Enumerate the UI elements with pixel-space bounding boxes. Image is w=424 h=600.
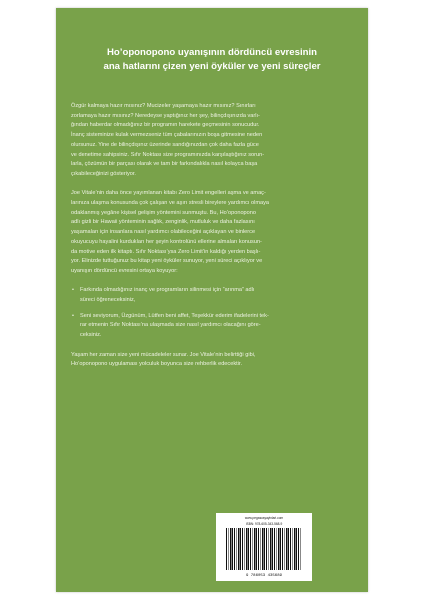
barcode-box <box>216 513 312 581</box>
text-line: İnanç sisteminize kulak vermezseniz tüm çabalarınızın boşa gitmesine neden <box>71 132 263 139</box>
cover-headline <box>68 46 356 74</box>
text-line: • Seni seviyorum, Üzgünüm, Lütfen beni affet, Teşekkür ederim ifadelerini tek- <box>80 312 269 319</box>
text-line: yaşamaları için insanlara nasıl yardımcı olabileceğini açıklayan ve binlerce <box>71 229 256 236</box>
text-line: ve denetime sahipsiniz. Sıfır Noktası size programınızda karşılaştığınız sorun- <box>71 151 265 158</box>
text-line: uyanışın dördüncü evresini ortaya koyuyor: <box>71 267 178 274</box>
text-line: rar etmenin Sıfır Noktası’na ulaşmada size nasıl yardımcı olacağını göre- <box>80 322 261 329</box>
paragraph-3 <box>71 351 353 370</box>
text-line: zorlamaya hazır mısınız? Neredeyse yaptığınız her şey, bilinçdışınızda varlı- <box>71 112 260 119</box>
text-line: ğından haberdar olmadığınız bir programın harekete geçmesinin sonucudur. <box>71 122 260 129</box>
isbn-text: ISBN: 978-605-343-568-9 <box>245 522 283 526</box>
text-line: • Farkında olmadığınız inanç ve programların silinmesi için “arınma” adlı <box>80 287 255 294</box>
text-line: Özgür kalmaya hazır mısınız? Mucizeler yaşamaya hazır mısınız? Sınırları <box>71 103 256 109</box>
text-line: Ho’oponopono uygulaması yolculuk boyunca size rehberlik edecektir. <box>71 361 243 368</box>
bullet-item-2 <box>71 312 353 341</box>
text-line: Joe Vitale’nin daha önce yayımlanan kitabı Zero Limit engelleri aşma ve amaç- <box>71 190 266 197</box>
headline-line-2: ana hatlarını çizen yeni öyküler ve yeni süreçler <box>103 61 321 72</box>
text-line: Yaşam her zaman size yeni mücadeleler sunar. Joe Vitale’nin belirttiği gibi, <box>71 351 256 358</box>
bullet-item-1 <box>71 286 353 305</box>
text-line: larla, çözümün bir parçası olarak ve tam bir farkındalıkla nasıl kolayca başa <box>71 161 258 168</box>
text-line: okuyucuyu hayalini kurdukları her şeyin kontrolünü ellerine almaları konusun- <box>71 238 262 245</box>
blurb-text <box>71 102 353 370</box>
text-line: çıkabileceğinizi gösteriyor. <box>71 170 136 177</box>
text-line: da motive eden ilk kitaptı. Sıfır Noktası’ysa Zero Limit’in kaldığı yerden başlı- <box>71 248 261 255</box>
text-line: larınıza ulaşma konusunda çok çalışan ve aşırı stresli bireylere yardımcı olmaya <box>71 200 270 207</box>
book-back-cover <box>56 8 368 592</box>
text-line: süreci öğreneceksiniz, <box>80 297 136 304</box>
text-line: odaklanmış yegâne kişisel gelişim yöntemini sunmuştu. Bu, Ho’oponopono <box>71 209 257 216</box>
barcode-icon <box>226 528 302 570</box>
barcode-number: 9 786053 435689 <box>245 574 282 578</box>
text-line: ceksiniz. <box>80 332 102 339</box>
text-line: yor. Elinizde tuttuğunuz bu kitap yeni öyküler sunuyor, yeni süreci açıklıyor ve <box>71 258 263 265</box>
text-line: adlı gizli bir Hawaii yönteminin sağlık, zenginlik, mutluluk ve daha fazlasını <box>71 219 255 226</box>
publisher-url: www.pegasusyayinlari.com <box>244 516 284 520</box>
headline-line-1: Ho’oponopono uyanışının dördüncü evresinin <box>107 47 317 58</box>
paragraph-1 <box>71 102 353 180</box>
paragraph-2 <box>71 189 353 276</box>
text-line: olursunuz. Yine de bilinçdışınız üzerinde sandığınızdan çok daha fazla güce <box>71 141 259 148</box>
